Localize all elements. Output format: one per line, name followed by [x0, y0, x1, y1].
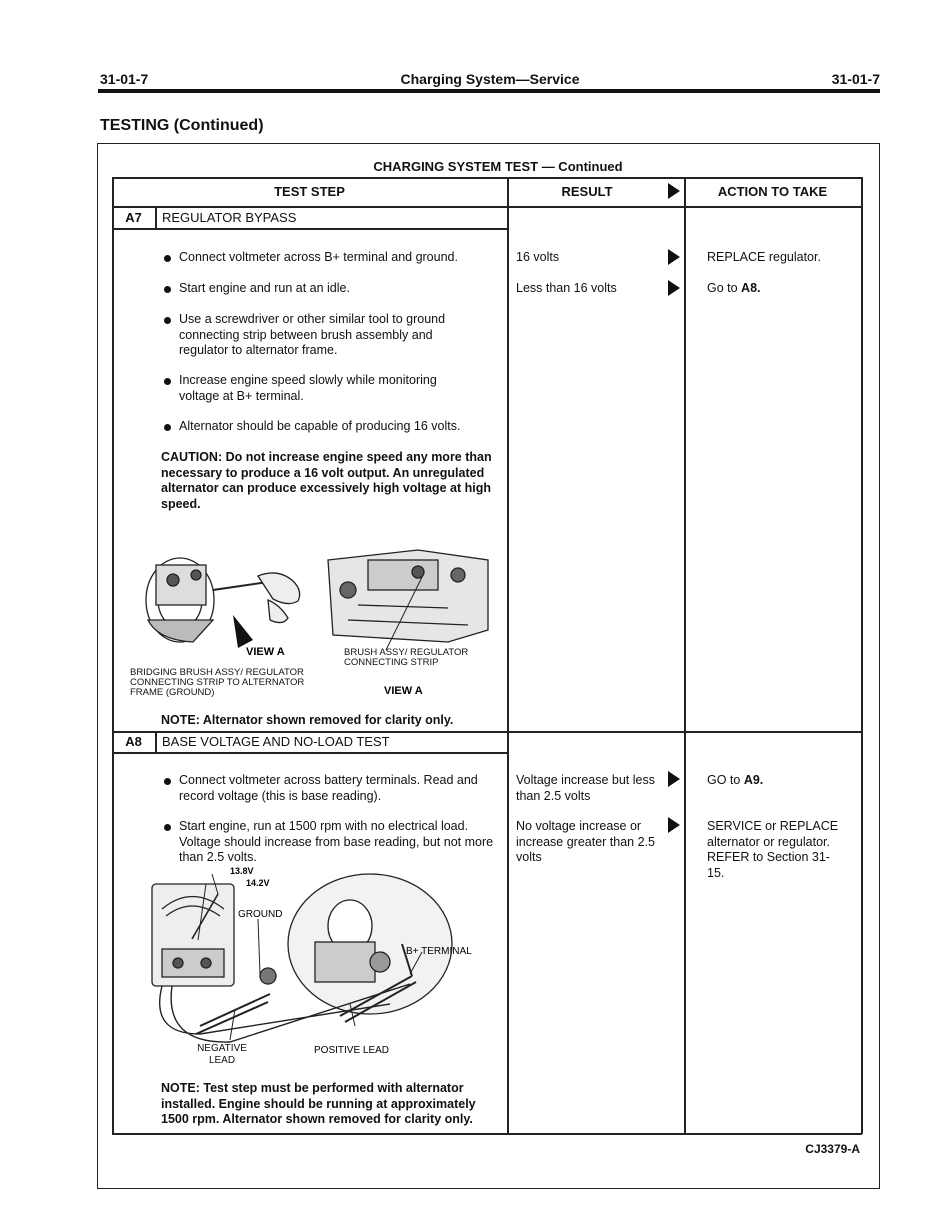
a7-result: 16 volts — [516, 250, 560, 264]
view-a-label: VIEW A — [246, 646, 285, 658]
negative-lead-label: NEGATIVE LEAD — [197, 1043, 247, 1066]
arrow-icon — [668, 249, 680, 265]
section-title: TESTING (Continued) — [100, 117, 264, 134]
action-col-rule — [684, 177, 686, 1134]
col-result: RESULT — [561, 184, 613, 199]
b-terminal-label: B+ TERMINAL — [406, 946, 472, 957]
header-bottom-rule — [112, 206, 862, 208]
pointer-arrow-icon — [233, 615, 253, 648]
a7-step-id: A7 — [125, 210, 142, 225]
page-number-left: 31-01-7 — [100, 71, 149, 87]
arrow-icon — [668, 280, 680, 296]
col-test-step: TEST STEP — [274, 184, 345, 199]
a8-step-id: A8 — [125, 734, 142, 749]
a7-note: NOTE: Alternator shown removed for clarity only. — [161, 713, 454, 727]
a8-header-rule — [112, 752, 507, 754]
bridging-label: BRIDGING BRUSH ASSY/ REGULATOR CONNECTING STRIP TO ALTERNATOR FRAME (GROUND) — [130, 667, 305, 698]
a7-id-rule — [155, 206, 157, 229]
arrow-icon — [668, 817, 680, 833]
a7-caution: CAUTION: Do not increase engine speed any more than necessary to produce a 16 volt output. An unregulated alternator can produce excessively high voltage at high speed. — [161, 450, 492, 511]
table-right-rule — [861, 177, 863, 1134]
a7-bullet: Increase engine speed slowly while monitoring voltage at B+ terminal. — [179, 373, 479, 404]
a8-bullet: Start engine, run at 1500 rpm with no electrical load. Voltage should increase from base reading, but not more than 2.5 volts. — [179, 819, 499, 866]
a7-bullet: Alternator should be capable of producing 16 volts. — [179, 419, 499, 435]
voltage-label: 13.8V — [230, 866, 254, 876]
positive-lead-label: POSITIVE LEAD — [314, 1045, 390, 1056]
a7-bullet: Use a screwdriver or other similar tool to ground connecting strip between brush assembly and regulator to alternator frame. — [179, 312, 484, 359]
table-title: CHARGING SYSTEM TEST — Continued — [373, 159, 623, 174]
alternator-left-drawing — [146, 558, 300, 642]
a8-result: Voltage increase but less than 2.5 volts — [516, 773, 655, 803]
arrow-icon — [668, 183, 680, 199]
a8-id-rule — [155, 731, 157, 753]
a8-action: GO to A9. — [707, 773, 764, 787]
a8-result: No voltage increase or increase greater than 2.5 volts — [516, 819, 655, 864]
voltage-label: 14.2V — [246, 878, 270, 888]
a7-step-title: REGULATOR BYPASS — [162, 210, 297, 225]
col-action: ACTION TO TAKE — [717, 184, 828, 199]
a8-step-title: BASE VOLTAGE AND NO-LOAD TEST — [162, 734, 390, 749]
page-number-right: 31-01-7 — [831, 71, 880, 87]
a7-action: Go to A8. — [707, 281, 761, 295]
a8-bullet: Connect voltmeter across battery terminals. Read and record voltage (this is base reading). — [179, 773, 499, 804]
alternator-right-drawing — [328, 550, 488, 650]
a8-note: NOTE: Test step must be performed with alternator installed. Engine should be running at approximately 1500 rpm. Alternator shown removed for clarity only. — [161, 1081, 476, 1126]
table-bottom-rule — [112, 1133, 862, 1135]
arrow-icon — [668, 771, 680, 787]
a7-action: REPLACE regulator. — [707, 250, 821, 264]
result-col-rule — [507, 177, 509, 1134]
header-rule — [98, 89, 880, 93]
brush-assy-label: BRUSH ASSY/ REGULATOR CONNECTING STRIP — [344, 647, 469, 668]
a7-result: Less than 16 volts — [516, 281, 617, 295]
view-a-label: VIEW A — [384, 685, 423, 697]
a7-header-rule — [112, 228, 507, 230]
table-top-rule — [112, 177, 862, 179]
figure-code: CJ3379-A — [805, 1142, 860, 1156]
a7-bullet: Start engine and run at an idle. — [179, 281, 499, 297]
page-header-title: Charging System—Service — [400, 71, 580, 87]
ground-label: GROUND — [238, 909, 283, 920]
a8-top-rule — [112, 731, 862, 733]
a7-bullet: Connect voltmeter across B+ terminal and ground. — [179, 250, 499, 266]
a8-action: SERVICE or REPLACE alternator or regulator. REFER to Section 31-15. — [707, 819, 839, 880]
table-left-rule — [112, 177, 114, 1134]
